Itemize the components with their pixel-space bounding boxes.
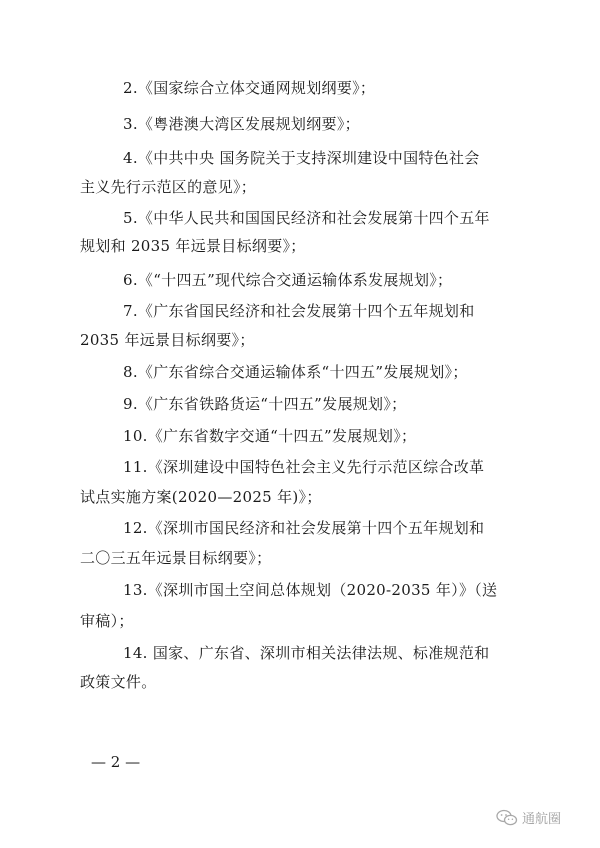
list-item-4-line-1: 4.《中共中央 国务院关于支持深圳建设中国特色社会 (123, 149, 480, 167)
list-item-5-line-2: 规划和 2035 年远景目标纲要》； (80, 237, 306, 255)
list-item-11-line-1: 11.《深圳建设中国特色社会主义先行示范区综合改革 (123, 458, 485, 476)
list-item-3-line-1: 3.《粤港澳大湾区发展规划纲要》； (123, 115, 360, 133)
list-item-11-line-2: 试点实施方案(2020—2025 年)》； (80, 488, 322, 506)
list-item-13-line-2: 审稿）； (80, 612, 134, 630)
list-item-10-line-1: 10.《广东省数字交通“十四五”发展规划》； (123, 427, 417, 445)
list-item-4-line-2: 主义先行示范区的意见》； (80, 178, 257, 196)
list-item-2-line-1: 2.《国家综合立体交通网规划纲要》； (123, 79, 376, 97)
list-item-6-line-1: 6.《“十四五”现代综合交通运输体系发展规划》； (123, 271, 453, 289)
list-item-12-line-2: 二〇三五年远景目标纲要》； (80, 549, 272, 567)
list-item-12-line-1: 12.《深圳市国民经济和社会发展第十四个五年规划和 (123, 519, 485, 537)
list-item-9-line-1: 9.《广东省铁路货运“十四五”发展规划》； (123, 395, 407, 413)
list-item-8-line-1: 8.《广东省综合交通运输体系“十四五”发展规划》； (123, 363, 468, 381)
page-number: — 2 — (91, 753, 141, 771)
watermark-text: 通航圈 (522, 812, 562, 827)
list-item-5-line-1: 5.《中华人民共和国国民经济和社会发展第十四个五年 (123, 209, 490, 227)
wechat-icon (496, 809, 518, 827)
list-item-7-line-2: 2035 年远景目标纲要》； (80, 331, 255, 349)
list-item-7-line-1: 7.《广东省国民经济和社会发展第十四个五年规划和 (123, 302, 475, 320)
list-item-13-line-1: 13.《深圳市国土空间总体规划（2020-2035 年）》（送 (123, 581, 498, 599)
watermark (496, 808, 561, 827)
list-item-14-line-1: 14. 国家、广东省、深圳市相关法律法规、标准规范和 (123, 644, 490, 662)
list-item-14-line-2: 政策文件。 (80, 673, 157, 691)
